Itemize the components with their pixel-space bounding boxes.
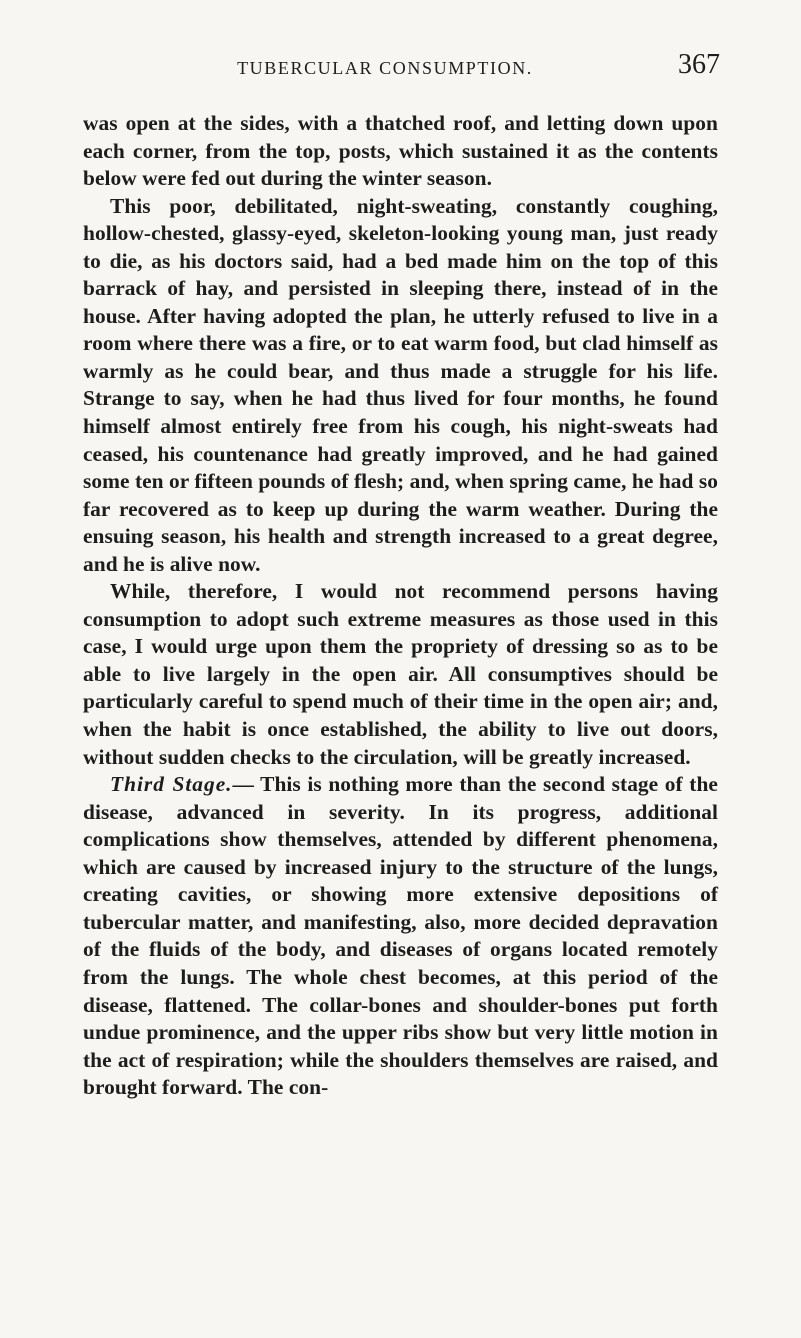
paragraph-young-man-story: This poor, debilitated, night-sweating, constantly coughing, hollow-chested, glassy-eyed, skeleton-looking young man, just ready to die, as his doctors said, had a bed made him on the top of this barrack of hay, and persisted in sleeping there, instead of in the house. After having adopted the plan, he utterly refused to live in a room where there was a fire, or to eat warm food, but clad himself as warmly as he could bear, and thus made a struggle for his life. Strange to say, when he had thus lived for four months, he found himself almost entirely free from his cough, his night-sweats had ceased, his countenance had greatly improved, and he had gained some ten or fifteen pounds of flesh; and, when spring came, he had so far recovered as to keep up during the warm weather. During the ensuing season, his health and strength increased to a great degree, and he is alive now. xyxy=(83,193,718,576)
paragraph-open-air-advice: While, therefore, I would not recommend persons having consumption to adopt such extreme measures as those used in this case, I would urge upon them the propriety of dressing so as to be able to live largely in the open air. All consumptives should be particularly careful to spend much of their time in the open air; and, when the habit is once established, the ability to live out doors, without sudden checks to the circulation, will be greatly increased. xyxy=(83,579,718,769)
third-stage-heading: Third Stage. xyxy=(110,772,233,797)
page-number: 367 xyxy=(678,49,720,80)
paragraph-continuation: was open at the sides, with a thatched roof, and letting down upon each corner, from the top, posts, which sustained it as the contents below were fed out during the winter season. xyxy=(83,111,718,191)
paragraph-third-stage xyxy=(83,771,718,1102)
running-title: TUBERCULAR CONSUMPTION. xyxy=(237,58,533,78)
page-body xyxy=(83,110,718,1102)
third-stage-text: — This is nothing more than the second stage of the disease, advanced in severity. In its progress, additional complications show themselves, attended by different phenomena, which are caused by increased injury to the structure of the lungs, creating cavities, or showing more extensive depositions of tubercular matter, and manifesting, also, more decided depravation of the fluids of the body, and diseases of organs located remotely from the lungs. The whole chest becomes, at this period of the disease, flattened. The collar-bones and shoulder-bones put forth undue prominence, and the upper ribs show but very little motion in the act of respiration; while the shoulders themselves are raised, and brought forward. The con- xyxy=(83,772,718,1100)
